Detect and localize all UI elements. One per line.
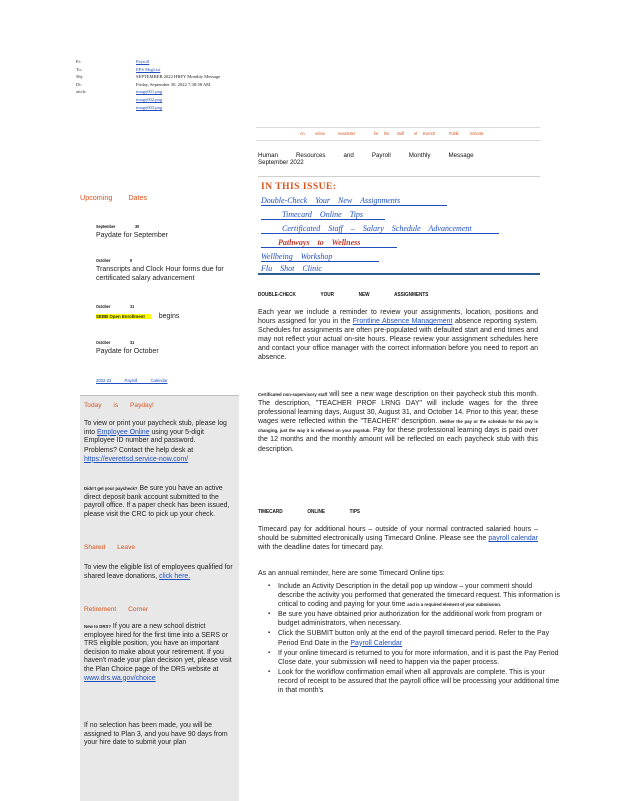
issue-link-pathways[interactable]: Pathways to Wellness (278, 238, 361, 247)
helpdesk-link[interactable]: https://everettsd.service-now.com/ (84, 455, 189, 463)
frontline-link[interactable]: Frontline Absence Management (352, 318, 453, 326)
retirement-heading: Retirement Corner (84, 606, 149, 613)
shared-leave-heading: Shared Leave (84, 544, 136, 551)
newsletter-banner (256, 127, 540, 141)
title-word: Human (258, 152, 278, 159)
paycheck-paragraph: Didn't get your paycheck? Be sure you have an active direct deposit bank account submitted to the payroll office. If a paper check has been issued, please visit the CRC to pick up your check. (84, 485, 230, 518)
payday-heading: Today is Payday! (84, 402, 154, 409)
employee-online-link[interactable]: Employee Online (97, 428, 150, 436)
banner-word: the (384, 131, 390, 136)
email-header (76, 58, 220, 111)
issue-link-salary-schedule[interactable]: Certificated Staff – Salary Schedule Advancement (282, 224, 472, 233)
upcoming-dates-heading: Upcoming Dates (80, 193, 148, 202)
open-enrollment-highlight: SEBB Open Enrollment (96, 314, 151, 319)
banner-word: Public (449, 131, 460, 136)
timecard-paragraph: Timecard pay for additional hours – outside of your normal contracted salaried hours – should be submitted electronically using Timecard Online. Please see the payroll calendar with the deadline dates for timecard pay. (258, 526, 538, 552)
banner-word: newsletter (338, 131, 356, 136)
in-this-issue (258, 176, 540, 275)
issue-heading: IN THIS ISSUE: (261, 182, 337, 192)
drs-link[interactable]: www.drs.wa.gov/choice (84, 674, 156, 682)
date-value: Friday, September 30, 2022 7:30:58 AM (136, 81, 211, 87)
header-key: To: (76, 66, 83, 72)
event-date: October 9 (96, 258, 133, 263)
title-word: Monthly (408, 152, 431, 159)
double-check-heading: DOUBLE-CHECK YOUR NEW ASSIGNMENTS (258, 292, 429, 298)
list-item: ▪ Be sure you have obtained prior authorization for the additional work from program or budget administrators, when necessary. (278, 610, 560, 628)
sidebar-box (80, 395, 239, 801)
timecard-tips-intro: As an annual reminder, here are some Timecard Online tips: (258, 570, 445, 577)
banner-word: online (315, 131, 326, 136)
banner-word: staff (397, 131, 405, 136)
issue-link-double-check[interactable]: Double-Check Your New Assignments (261, 196, 401, 205)
helpdesk-paragraph: Problems? Contact the help desk at https://everettsd.service-now.com/ (84, 447, 194, 463)
payroll-calendar-inline-link[interactable]: payroll calendar (488, 535, 538, 543)
prof-learning-paragraph: Certificated non-supervisory staff will see a new wage description on their paycheck stub this month. The description, "TEACHER PROF LRNG DAY" will include wages for the three professional learning days, August 30, August 31, and October 14. Prior to this year, these wages were reflected within the "TEACHER" description. Neither the pay or the schedule for this pay is changing, just the way it is reflected on your paystub. Pay for these professional learning days is paid over the 12 months and the monthly amount will be reflected on each paycheck stub with this description. (258, 391, 539, 453)
shared-leave-paragraph: To view the eligible list of employees qualified for shared leave donations, click here. (84, 564, 233, 580)
double-check-paragraph: Each year we include a reminder to review your assignments, location, positions and hours assigned for you in the Frontline Absence Management absence reporting system. Schedules for assignments are often pre-populated with defaulted start and end times and may not reflect your actual on-site hours. Please review your assignment schedules here and contact your office manager with the correct information before you need to report an absence. (258, 309, 539, 362)
from-value[interactable]: Payroll (136, 59, 150, 64)
header-key: Sbj: (76, 74, 84, 80)
list-item: ▪ Look for the workflow confirmation email when all approvals are complete. This is your record of receipt to be assured that the payroll office will be processing your additional time in that month's (278, 668, 560, 695)
list-item: ▪ Click the SUBMIT button only at the end of the payroll timecard period. Refer to the Pay Period End Date in the Payroll Calendar (278, 629, 560, 647)
banner-word: for (374, 131, 379, 136)
retirement-paragraph-2: If no selection has been made, you will be assigned to Plan 3, and you have 90 days from your hire date to submit your plan (84, 722, 228, 747)
newsletter-title (258, 152, 492, 166)
timecard-tips-list (258, 582, 560, 696)
subject-value: SEPTEMBER 2022 HRPY Monthly Message (136, 74, 221, 80)
event-text: Paydate for September (96, 232, 168, 239)
title-month: September 2022 (258, 159, 304, 166)
event-date: September 30 (96, 224, 140, 229)
issue-link-timecard[interactable]: Timecard Online Tips (282, 210, 364, 219)
list-item: ▪ Include an Activity Description in the detail pop up window – your comment should describe the activity you performed that generated the timecard request. This information is critical to coding and paying for your time and is a required element of your submission. (278, 582, 560, 609)
timecard-heading: TIMECARD ONLINE TIPS (258, 509, 361, 515)
issue-link-wellbeing[interactable]: Wellbeing Workshop (261, 252, 333, 261)
header-key: Dt: (76, 81, 82, 87)
payroll-calendar-tip-link[interactable]: Payroll Calendar (350, 639, 403, 647)
header-key: Fr: (76, 59, 82, 64)
retirement-paragraph: New to DRS? If you are a new school district employee hired for the first time into a SERS or TRS eligible position, you have an important decision to make about your retirement. If you haven't made your plan decision yet, please visit the Plan Choice page of the DRS website at www.drs.wa.gov/choice (84, 623, 232, 682)
shared-leave-link[interactable]: click here. (159, 572, 191, 580)
issue-link-flu-shot[interactable]: Flu Shot Clinic (261, 264, 322, 273)
banner-word: An (300, 131, 305, 136)
title-word: Message (448, 152, 474, 159)
attachment-link[interactable]: image002.png (136, 96, 163, 102)
title-word: Resources (295, 152, 326, 159)
payroll-calendar-link[interactable]: 2022-23 Payroll Calendar (96, 378, 168, 383)
banner-word: of (414, 131, 418, 136)
payday-paragraph: To view or print your paycheck stub, please log into Employee Online using your 5-digit Employee ID number and password. (84, 420, 227, 445)
attachment-link[interactable]: image001.png (136, 89, 163, 95)
banner-word: Everett (423, 131, 435, 136)
to-value[interactable]: EPS MsgList (136, 66, 161, 72)
title-word: Payroll (371, 152, 391, 159)
banner-word: Schools (470, 131, 484, 136)
event-text-suffix: begins (158, 313, 180, 320)
title-word: and (343, 152, 354, 159)
event-text (96, 312, 246, 321)
attachment-link[interactable]: image003.png (136, 104, 163, 110)
header-key: attch: (76, 89, 87, 95)
event-date: October 31 (96, 340, 135, 345)
event-date: October 31 (96, 304, 135, 309)
event-text: Paydate for October (96, 348, 159, 355)
list-item: ▪ If your online timecard is returned to you for more information, and it is past the Pay Period Close date, your submission will need to happen via the paper process. (278, 649, 560, 667)
event-text: Transcripts and Clock Hour forms due for certificated salary advancement (96, 266, 224, 282)
